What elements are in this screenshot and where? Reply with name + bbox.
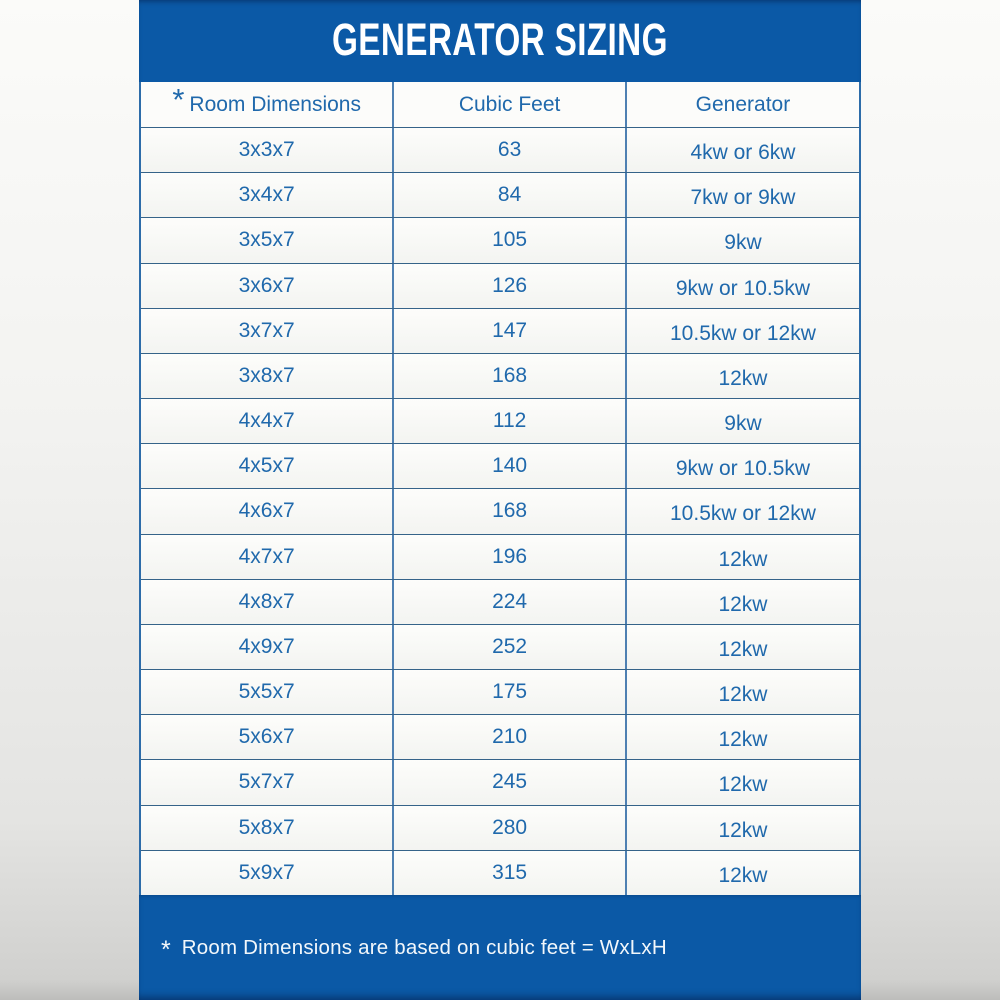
table-row	[141, 579, 859, 624]
cell-dimensions: 4x5x7	[141, 444, 392, 488]
cell-generator: 12kw	[625, 625, 859, 669]
cell-dimensions: 5x5x7	[141, 670, 392, 714]
cell-dimensions: 4x7x7	[141, 535, 392, 579]
table-row	[141, 172, 859, 217]
title-band	[139, 0, 861, 82]
cell-cubic-feet: 126	[392, 264, 625, 308]
cell-cubic-feet: 252	[392, 625, 625, 669]
cell-generator: 12kw	[625, 354, 859, 398]
cell-dimensions: 5x9x7	[141, 851, 392, 895]
cell-generator: 9kw	[625, 218, 859, 262]
table-row	[141, 759, 859, 804]
table-row	[141, 353, 859, 398]
cell-dimensions: 3x4x7	[141, 173, 392, 217]
cell-generator: 9kw or 10.5kw	[625, 264, 859, 308]
table-row	[141, 127, 859, 172]
cell-dimensions: 3x6x7	[141, 264, 392, 308]
cell-dimensions: 3x3x7	[141, 128, 392, 172]
cell-cubic-feet: 315	[392, 851, 625, 895]
page-title: GENERATOR SIZING	[332, 13, 668, 65]
cell-cubic-feet: 84	[392, 173, 625, 217]
table-row	[141, 669, 859, 714]
generator-sizing-card	[139, 0, 861, 1000]
cell-generator: 12kw	[625, 580, 859, 624]
cell-cubic-feet: 168	[392, 489, 625, 533]
cell-dimensions: 5x7x7	[141, 760, 392, 804]
cell-dimensions: 4x8x7	[141, 580, 392, 624]
footnote-band: * Room Dimensions are based on cubic feet = WxLxH	[139, 895, 861, 1000]
cell-generator: 12kw	[625, 715, 859, 759]
cell-generator: 9kw	[625, 399, 859, 443]
header-generator-label: Generator	[695, 92, 791, 116]
cell-generator: 12kw	[625, 535, 859, 579]
header-generator	[625, 82, 859, 127]
table-row	[141, 488, 859, 533]
table-row	[141, 398, 859, 443]
cell-dimensions: 4x4x7	[141, 399, 392, 443]
cell-dimensions: 4x6x7	[141, 489, 392, 533]
cell-cubic-feet: 196	[392, 535, 625, 579]
table-row	[141, 263, 859, 308]
table-row	[141, 217, 859, 262]
table-row	[141, 534, 859, 579]
cell-cubic-feet: 105	[392, 218, 625, 262]
cell-dimensions: 3x5x7	[141, 218, 392, 262]
table-row	[141, 624, 859, 669]
table-row	[141, 805, 859, 850]
cell-cubic-feet: 140	[392, 444, 625, 488]
cell-generator: 12kw	[625, 851, 859, 895]
cell-generator: 10.5kw or 12kw	[625, 309, 859, 353]
cell-dimensions: 3x8x7	[141, 354, 392, 398]
cell-dimensions: 4x9x7	[141, 625, 392, 669]
cell-generator: 12kw	[625, 670, 859, 714]
cell-dimensions: 5x8x7	[141, 806, 392, 850]
cell-generator: 10.5kw or 12kw	[625, 489, 859, 533]
table-header-row	[141, 82, 859, 127]
cell-generator: 12kw	[625, 806, 859, 850]
cell-cubic-feet: 112	[392, 399, 625, 443]
footnote-text: Room Dimensions are based on cubic feet = WxLxH	[181, 935, 667, 959]
cell-cubic-feet: 147	[392, 309, 625, 353]
cell-cubic-feet: 280	[392, 806, 625, 850]
cell-dimensions: 3x7x7	[141, 309, 392, 353]
cell-generator: 12kw	[625, 760, 859, 804]
cell-generator: 9kw or 10.5kw	[625, 444, 859, 488]
cell-dimensions: 5x6x7	[141, 715, 392, 759]
cell-cubic-feet: 224	[392, 580, 625, 624]
cell-cubic-feet: 175	[392, 670, 625, 714]
table-row	[141, 850, 859, 895]
header-cubic-feet-label: Cubic Feet	[458, 92, 561, 116]
cell-generator: 4kw or 6kw	[625, 128, 859, 172]
table-row	[141, 308, 859, 353]
header-room-dimensions-label: Room Dimensions	[189, 92, 361, 116]
cell-cubic-feet: 168	[392, 354, 625, 398]
table-row	[141, 714, 859, 759]
cell-cubic-feet: 63	[392, 128, 625, 172]
cell-cubic-feet: 210	[392, 715, 625, 759]
cell-cubic-feet: 245	[392, 760, 625, 804]
header-room-dimensions: * Room Dimensions	[141, 82, 392, 127]
sizing-table	[139, 82, 861, 895]
header-cubic-feet	[392, 82, 625, 127]
cell-generator: 7kw or 9kw	[625, 173, 859, 217]
table-row	[141, 443, 859, 488]
